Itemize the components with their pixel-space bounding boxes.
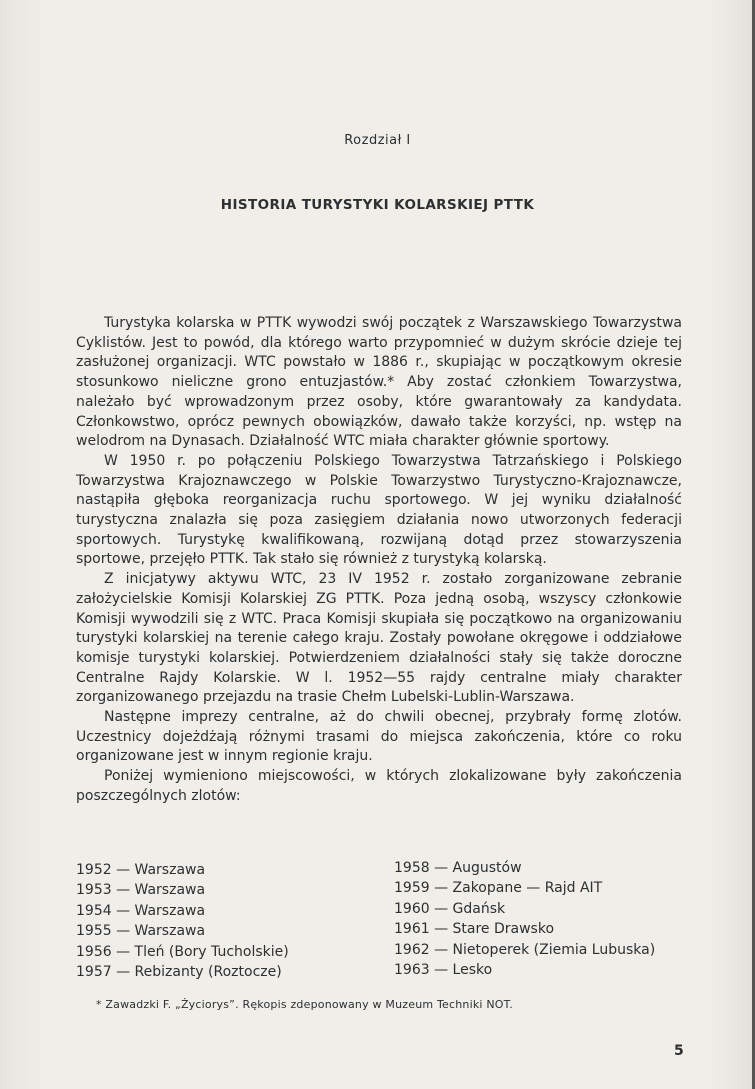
list-item: 1961 — Stare Drawsko [394, 921, 555, 938]
page-number: 5 [674, 1043, 684, 1059]
list-item: 1952 — Warszawa [76, 862, 206, 878]
list-item: 1957 — Rebizanty (Roztocze) [76, 964, 282, 981]
list-item: 1956 — Tleń (Bory Tucholskie) [76, 943, 289, 960]
list-item: 1955 — Warszawa [76, 923, 206, 940]
paragraph: Następne imprezy centralne, aż do chwili obecnej, przybrały formę zlotów. Uczestnicy dojeżdżają różnymi trasami do miejsca zakończenia, które co roku organizowane jest w innym regionie kraju. [76, 709, 682, 765]
list-item: 1960 — Gdańsk [394, 900, 506, 917]
chapter-title: HISTORIA TURYSTYKI KOLARSKIEJ PTTK [220, 197, 535, 213]
rally-list-right-column [394, 858, 694, 980]
list-item: 1962 — Nietoperek (Ziemia Lubuska) [394, 941, 656, 958]
paragraph: Z inicjatywy aktywu WTC, 23 IV 1952 r. zostało zorganizowane zebranie założycielskie Komisji Kolarskiej ZG PTTK. Poza jedną osobą, wszyscy członkowie Komisji wywodzili się z WTC. Praca Komisji skupiała się początkowo na organizowaniu turystyki kolarskiej na terenie całego kraju. Zostały powołane okręgowe i oddziałowe komisje turystyki kolarskiej. Potwierdzeniem działalności stały się także doroczne Centralne Rajdy Kolarskie. W l. 1952—55 rajdy centralne miały charakter zorganizowanego przejazdu na trasie Chełm Lubelski-Lublin-Warszawa. [76, 571, 682, 706]
paragraph: Turystyka kolarska w PTTK wywodzi swój początek z Warszawskiego Towarzystwa Cyklistów. Jest to powód, dla którego warto przypomnieć w dużym skrócie dzieje tej zasłużonej organizacji. WTC powstało w 1886 r., skupiając w początkowym okresie stosunkowo nieliczne grono entuzjastów.* Aby zostać członkiem Towarzystwa, należało być wprowadzonym przez osoby, które gwarantowały za kandydata. Członkowstwo, oprócz pewnych obowiązków, dawało także korzyści, np. wstęp na welodrom na Dynasach. Działalność WTC miała charakter głównie sportowy. [76, 315, 682, 450]
paragraph: W 1950 r. po połączeniu Polskiego Towarzystwa Tatrzańskiego i Polskiego Towarzystwa Krajoznawczego w Polskie Towarzystwo Turystyczno-Krajoznawcze, nastąpiła głęboka reorganizacja ruchu sportowego. W jej wyniku działalność turystyczna znalazła się poza zasięgiem działania nowo utworzonych federacji sportowych. Turystykę kwalifikowaną, rozwijaną dotąd przez stowarzyszenia sportowe, przejęło PTTK. Tak stało się również z turystyką kolarską. [76, 452, 682, 568]
footnote: * Zawadzki F. „Życiorys”. Rękopis zdeponowany w Muzeum Techniki NOT. [96, 998, 513, 1011]
rally-list-left-column [76, 858, 376, 982]
list-item: 1959 — Zakopane — Rajd AIT [394, 880, 603, 897]
list-item: 1963 — Lesko [394, 962, 493, 979]
list-item: 1958 — Augustów [394, 860, 522, 876]
list-item: 1953 — Warszawa [76, 882, 206, 899]
body-text [76, 314, 682, 807]
paragraph: Poniżej wymieniono miejscowości, w których zlokalizowane były zakończenia poszczególnych zlotów: [76, 768, 682, 804]
chapter-label: Rozdział I [344, 133, 411, 148]
list-item: 1954 — Warszawa [76, 902, 206, 919]
